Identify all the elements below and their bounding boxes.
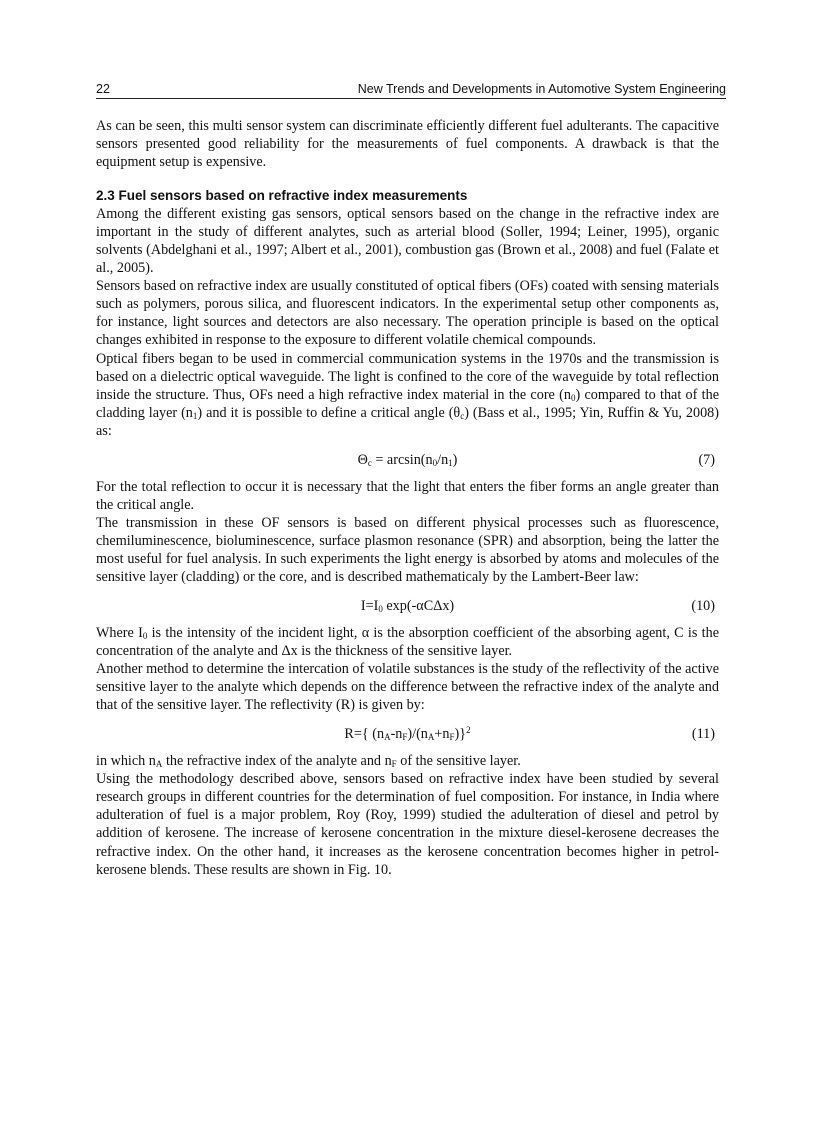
paragraph-optical-sensors: Among the different existing gas sensors, optical sensors based on the change in the refractive index are important in the study of different analytes, such as arterial blood (Soller, 1994; Leiner, 1995), organic solvents (Abdelghani et al., 1997; Albert et al., 2001), combustion gas (Brown et al., 2008) and fuel (Falate et al., 2005). — [96, 206, 719, 277]
equation-7-number: (7) — [698, 451, 715, 468]
paragraph-total-reflection: For the total reflection to occur it is necessary that the light that enters the fiber forms an angle greater than the critical angle. — [96, 478, 719, 513]
equation-10-number: (10) — [691, 598, 715, 615]
equation-11 — [96, 725, 719, 743]
equation-7 — [96, 451, 719, 469]
equation-11-expression: R={ $(n_A-n_F)/(n_A+n_F)\}^2$ — [344, 725, 471, 743]
section-heading: 2.3 Fuel sensors based on refractive index measurements — [96, 188, 468, 204]
paragraph-methodology: Using the methodology described above, sensors based on refractive index have been studied by several research groups in different countries for the determination of fuel composition. For instance, in India where adulteration of fuel is a major problem, Roy (Roy, 1999) studied the adulteration of diesel and petrol by addition of kerosene. The increase of kerosene concentration in the mixture diesel-kerosene decreases the refractive index. On the other hand, it increases as the kerosene concentration becomes higher in petrol-kerosene blends. These results are shown in Fig. 10. — [96, 771, 719, 878]
page-number: 22 — [96, 82, 110, 96]
running-title: New Trends and Developments in Automotive System Engineering — [357, 82, 726, 96]
equation-11-number: (11) — [691, 726, 715, 743]
paragraph-in-which: in which $n_A$ the refractive index of the analyte and $n_F$ of the sensitive layer. — [96, 753, 521, 770]
running-header — [96, 80, 726, 98]
paragraph-reflectivity: Another method to determine the intercation of volatile substances is the study of the reflectivity of the active sensitive layer to the analyte which depends on the difference between the refractive index of the analyte and that of the sensitive layer. The reflectivity (R) is given by: — [96, 661, 719, 714]
page-body — [96, 117, 719, 879]
paragraph-transmission: The transmission in these OF sensors is based on different physical processes such as fluorescence, chemiluminescence, bioluminescence, surface plasmon resonance (SPR) and absorption, being the latter the most useful for fuel analysis. In such experiments the light energy is absorbed by atoms and molecules of the sensitive layer (cladding) or the core, and is described mathematicaly by the Lambert-Beer law: — [96, 514, 719, 585]
paragraph-where-definitions: Where $I_0$ is the intensity of the incident light, α is the absorption coefficient of the absorbing agent, C is the concentration of the analyte and Δx is the thickness of the sensitive layer. — [96, 625, 719, 660]
paragraph-refractive-sensors: Sensors based on refractive index are usually constituted of optical fibers (OFs) coated with sensing materials such as polymers, porous silica, and fluorescent indicators. In the experimental setup other components as, for instance, light sources and detectors are also necessary. The operation principle is based on the optical changes exhibited in response to the exposure to different volatile chemical compounds. — [96, 278, 719, 349]
header-rule — [96, 98, 726, 99]
intro-paragraph: As can be seen, this multi sensor system can discriminate efficiently different fuel adulterants. The capacitive sensors presented good reliability for the measurements of fuel components. A drawback is that the equipment setup is expensive. — [96, 118, 719, 171]
paragraph-optical-fibers: Optical fibers began to be used in commercial communication systems in the 1970s and the transmission is based on a dielectric optical waveguide. The light is confined to the core of the waveguide by total reflection inside the structure. Thus, OFs need a high refractive index material in the core $(n_0)$ compared to that of the cladding layer $(n_1)$ and it is possible to define a critical angle $(\theta_c)$ (Bass et al., 1995; Yin, Ruffin & Yu, 2008) as: — [96, 350, 719, 439]
equation-10 — [96, 597, 719, 615]
equation-7-expression: $\Theta_c = \arcsin(n_0/n_1)$ — [357, 451, 458, 468]
equation-10-expression: $I=I_0$ exp(-αCΔx) — [360, 598, 455, 615]
